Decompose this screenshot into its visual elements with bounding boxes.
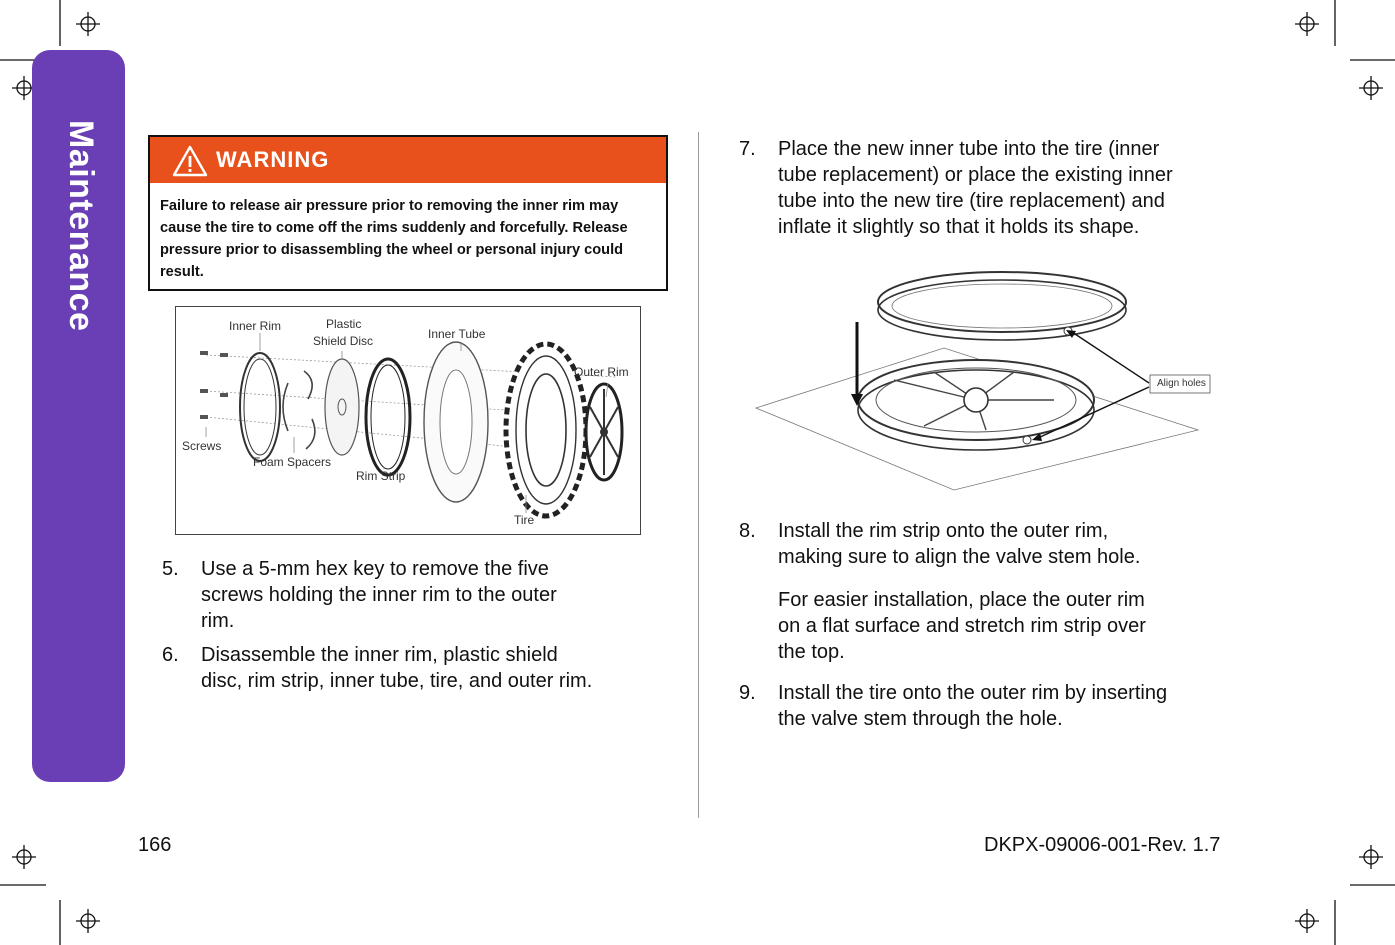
- document-id: DKPX-09006-001-Rev. 1.7: [984, 834, 1221, 856]
- label-tire: Tire: [514, 513, 535, 527]
- step-7-line: Place the new inner tube into the tire (inner: [778, 138, 1160, 160]
- step-6-line: disc, rim strip, inner tube, tire, and outer rim.: [201, 670, 593, 692]
- step-7: [739, 136, 1299, 242]
- step-6-number: 6.: [162, 644, 179, 666]
- step-8-note-line: For easier installation, place the outer rim: [778, 589, 1145, 611]
- section-tab-label: Maintenance: [62, 120, 100, 332]
- inner-tube-alignment-illustration: [754, 250, 1224, 495]
- warning-triangle-icon: [172, 145, 208, 177]
- label-screws: Screws: [182, 439, 222, 453]
- step-7-line: tube replacement) or place the existing inner: [778, 164, 1173, 186]
- step-8-note-line: the top.: [778, 641, 845, 663]
- step-5-number: 5.: [162, 558, 179, 580]
- step-9: [739, 680, 1299, 734]
- step-9-line: the valve stem through the hole.: [778, 708, 1063, 730]
- label-plastic-shield-disc: Plastic: [326, 317, 362, 331]
- label-foam-spacers: Foam Spacers: [253, 455, 332, 469]
- step-5-line: Use a 5-mm hex key to remove the five: [201, 558, 549, 580]
- wheel-exploded-diagram: [175, 306, 641, 535]
- step-9-number: 9.: [739, 682, 756, 704]
- label-inner-rim: Inner Rim: [229, 319, 282, 333]
- step-8-line: making sure to align the valve stem hole.: [778, 546, 1141, 568]
- step-8-line: Install the rim strip onto the outer rim,: [778, 520, 1109, 542]
- step-8-note: [739, 587, 1299, 667]
- warning-body: Failure to release air pressure prior to removing the inner rim may cause the tire to come off the rims suddenly and forcefully. Release pressure prior to disassembling the wheel or personal injury could result.: [160, 198, 628, 280]
- step-7-number: 7.: [739, 138, 756, 160]
- label-align-holes: Align holes: [1157, 378, 1206, 389]
- label-plastic-shield-disc-line2: Shield Disc: [313, 334, 374, 348]
- step-5-line: rim.: [201, 610, 235, 632]
- step-7-line: inflate it slightly so that it holds its shape.: [778, 216, 1140, 238]
- step-5: [162, 556, 682, 636]
- step-9-line: Install the tire onto the outer rim by inserting: [778, 682, 1168, 704]
- label-outer-rim: Outer Rim: [574, 365, 629, 379]
- label-inner-tube: Inner Tube: [428, 327, 486, 341]
- step-8-note-line: on a flat surface and stretch rim strip over: [778, 615, 1146, 637]
- warning-title: WARNING: [216, 147, 330, 172]
- step-7-line: tube into the new tire (tire replacement) and: [778, 190, 1165, 212]
- warning-header: [150, 137, 666, 183]
- label-rim-strip: Rim Strip: [356, 469, 406, 483]
- step-5-line: screws holding the inner rim to the outer: [201, 584, 557, 606]
- inner-tube-alignment-diagram: [754, 250, 1224, 495]
- warning-box: [148, 135, 668, 291]
- step-6-line: Disassemble the inner rim, plastic shield: [201, 644, 558, 666]
- step-8-number: 8.: [739, 520, 756, 542]
- page-number: 166: [138, 834, 172, 856]
- step-8: [739, 518, 1299, 572]
- column-divider: [698, 132, 699, 818]
- wheel-exploded-illustration: [176, 307, 640, 534]
- step-6: [162, 642, 692, 696]
